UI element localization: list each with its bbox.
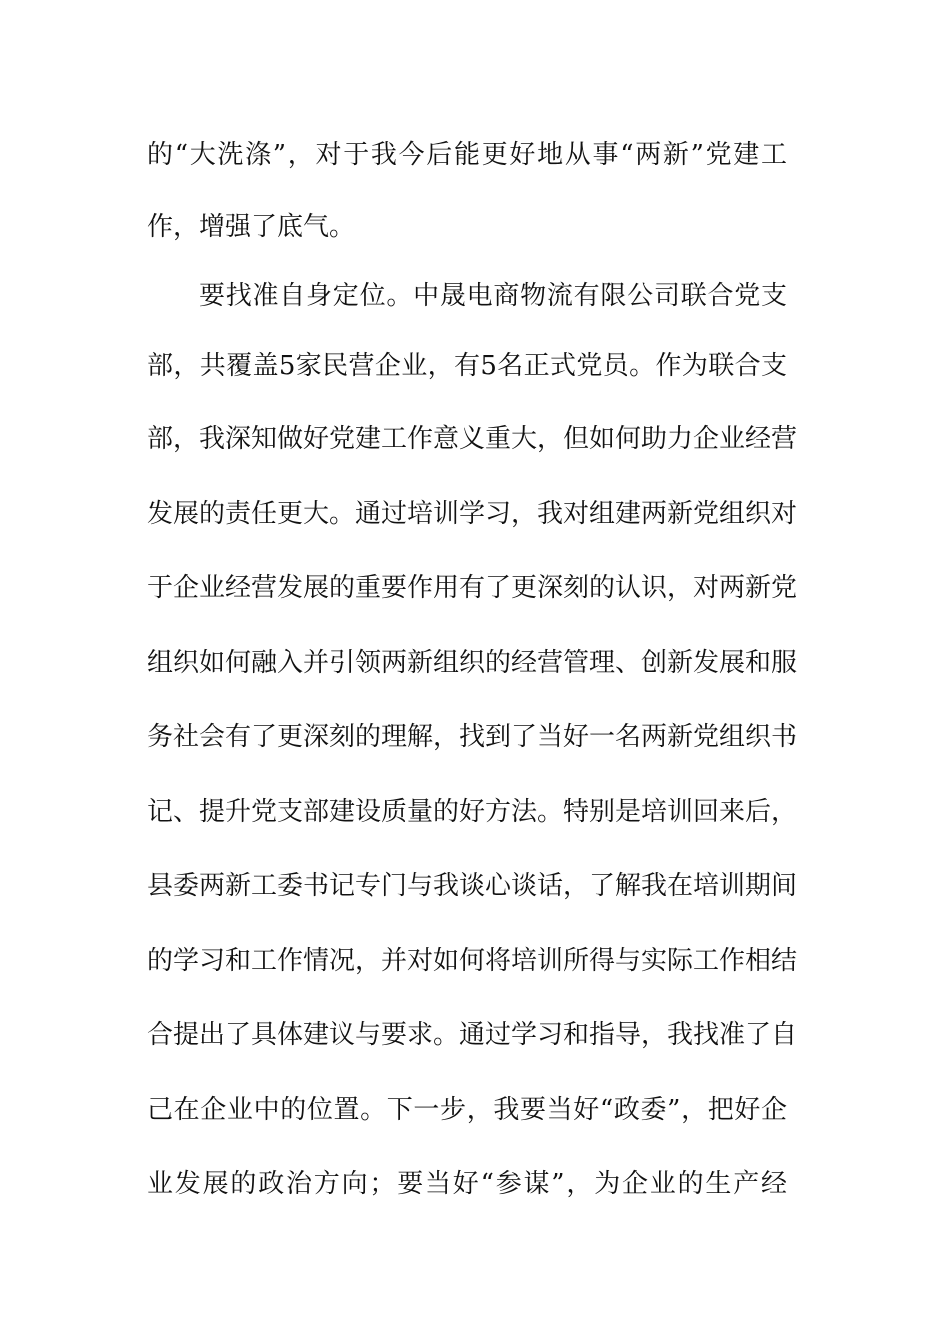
text-line-8: 组织如何融入并引领两新组织的经营管理、创新发展和服 [147,648,798,678]
text-line-9: 务社会有了更深刻的理解，找到了当好一名两新党组织书 [147,722,798,752]
text-line-1: 的“大洗涤”，对于我今后能更好地从事“两新”党建工 [147,140,787,170]
text-line-6: 发展的责任更大。通过培训学习，我对组建两新党组织对 [147,499,798,529]
text-line-14: 己在企业中的位置。下一步，我要当好“政委”，把好企 [147,1095,787,1125]
text-line-13: 合提出了具体建议与要求。通过学习和指导，我找准了自 [147,1020,798,1050]
text-line-3: 要找准自身定位。中晟电商物流有限公司联合党支 [199,281,787,311]
text-line-12: 的学习和工作情况，并对如何将培训所得与实际工作相结 [147,946,798,976]
text-line-7: 于企业经营发展的重要作用有了更深刻的认识，对两新党 [147,573,798,603]
text-line-15: 业发展的政治方向；要当好“参谋”，为企业的生产经 [147,1169,787,1199]
text-line-5: 部，我深知做好党建工作意义重大，但如何助力企业经营 [147,424,798,454]
text-line-10: 记、提升党支部建设质量的好方法。特别是培训回来后， [147,797,798,827]
text-line-11: 县委两新工委书记专门与我谈心谈话，了解我在培训期间 [147,871,798,901]
text-line-2: 作，增强了底气。 [147,212,356,242]
text-line-4: 部，共覆盖5家民营企业，有5名正式党员。作为联合支 [147,351,787,381]
